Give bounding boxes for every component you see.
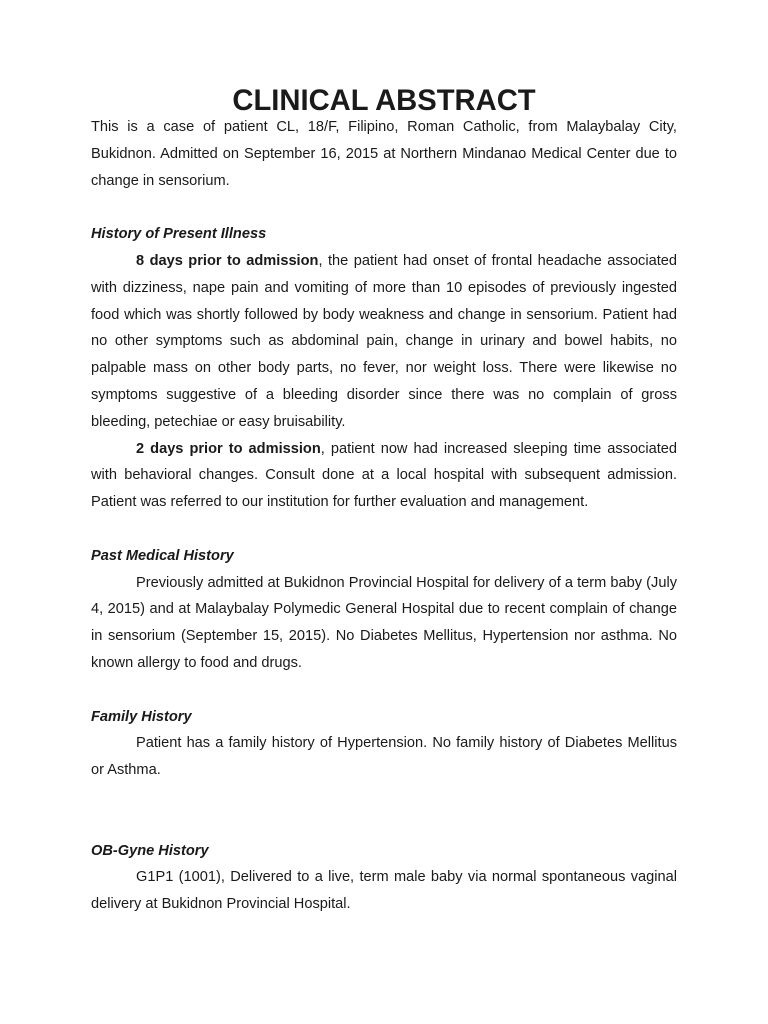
hpi-p1-text: , the patient had onset of frontal headache associated with dizziness, nape pain and vomiting of more than 10 episodes of previously ingested food which was shortly followed by body weakness and change in sensorium. Patient had no other symptoms such as abdominal pain, change in urinary and bowel habits, no palpable mass on other body parts, no fever, nor weight loss. There were likewise no symptoms suggestive of a bleeding disorder since there was no complain of gross bleeding, petechiae or easy bruisability. — [91, 252, 678, 430]
spacer — [91, 194, 677, 221]
family-paragraph: Patient has a family history of Hypertension. No family history of Diabetes Mellitus or Asthma. — [91, 735, 677, 779]
spacer — [91, 677, 677, 704]
document-page — [91, 85, 678, 918]
pmh-heading: Past Medical History — [91, 547, 234, 564]
pmh-paragraph: Previously admitted at Bukidnon Provincial Hospital for delivery of a term baby (July 4, 2015) and at Malaybalay Polymedic General Hospital due to recent complain of change in sensorium (September 15, 2015). No Diabetes Mellitus, Hypertension nor asthma. No known allergy to food and drugs. — [91, 574, 677, 671]
hpi-heading: History of Present Illness — [91, 226, 267, 243]
hpi-paragraph-1 — [91, 248, 677, 436]
obgyne-heading: OB-Gyne History — [91, 842, 209, 859]
spacer — [91, 516, 677, 543]
family-heading: Family History — [91, 708, 192, 725]
hpi-p2-text: , patient now had increased sleeping time associated with behavioral changes. Consult done at a local hospital with subsequent admission. Patient was referred to our institution for further evaluation and management. — [91, 440, 678, 511]
document-title: CLINICAL ABSTRACT — [232, 85, 536, 117]
spacer — [91, 784, 677, 838]
hpi-p1-lead: 8 days prior to admission — [136, 252, 319, 269]
hpi-paragraph-2 — [91, 436, 677, 516]
obgyne-paragraph: G1P1 (1001), Delivered to a live, term male baby via normal spontaneous vaginal delivery at Bukidnon Provincial Hospital. — [91, 869, 677, 913]
intro-paragraph: This is a case of patient CL, 18/F, Filipino, Roman Catholic, from Malaybalay City, Bukidnon. Admitted on September 16, 2015 at Northern Mindanao Medical Center due to change in sensorium. — [91, 119, 677, 189]
hpi-p2-lead: 2 days prior to admission — [136, 440, 321, 457]
